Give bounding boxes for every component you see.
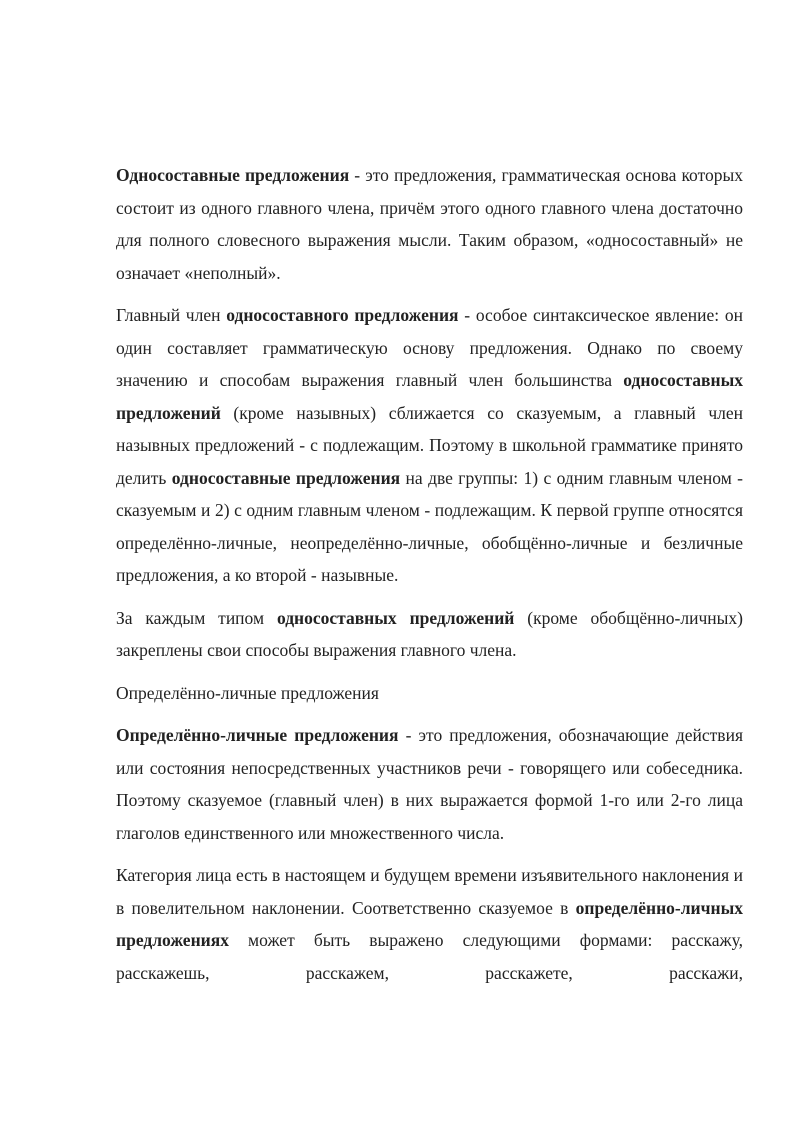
paragraph-text: - это предложения, грамматическая основа которых состоит из одного главного члена, причём этого одного главного члена достаточно для полного словесного выражения мысли. Таким образом, «односоставный» не означает «неполный». <box>116 165 743 283</box>
term-bold: односоставного предложения <box>226 305 459 325</box>
paragraph-text: может быть выражено следующими формами: расскажу, расскажешь, расскажем, расскажете, расскажи, <box>116 930 743 983</box>
paragraph-text: - особое синтаксическое явление: он один составляет грамматическую основу предложения. Однако по своему значению и способам выражения главный член большинства <box>116 305 743 390</box>
section-heading-text: Определённо-личные предложения <box>116 682 379 703</box>
paragraph-main-member <box>116 299 743 592</box>
document-body <box>116 159 743 999</box>
paragraph-person-category <box>116 859 743 989</box>
term-bold: односоставных предложений <box>116 370 743 423</box>
term-bold: односоставные предложения <box>171 467 401 488</box>
paragraph-expression-methods <box>116 602 743 667</box>
paragraph-text: на две группы: 1) с одним главным членом - сказуемым и 2) с одним главным членом - подлежащим. К первой группе относятся определённо-личные, неопределённо-личные, обобщённо-личные и безличные предложения, а ко второй - назывные. <box>116 467 744 585</box>
term-bold: Односоставные предложения <box>116 165 350 185</box>
term-bold: односоставных предложений <box>276 607 515 628</box>
paragraph-text: (кроме обобщённо-личных) закреплены свои способы выражения главного члена. <box>116 607 743 660</box>
paragraph-definite-personal <box>116 719 743 849</box>
term-bold: Определённо-личные предложения <box>116 725 399 745</box>
paragraph-text: Главный член <box>116 305 227 325</box>
section-heading <box>116 677 743 710</box>
term-bold: определённо-личных предложениях <box>116 897 743 950</box>
paragraph-text: - это предложения, обозначающие действия или состояния непосредственных участников речи - говорящего или собеседника. Поэтому сказуемое (главный член) в них выражается формой 1-го или 2-го лица глаголов единственного или множественного числа. <box>116 725 743 843</box>
paragraph-definition <box>116 159 743 289</box>
paragraph-text: (кроме назывных) сближается со сказуемым, а главный член назывных предложений - с подлежащим. Поэтому в школьной грамматике принято делить <box>116 402 743 488</box>
paragraph-text: За каждым типом <box>116 607 277 628</box>
paragraph-text: Категория лица есть в настоящем и будущем времени изъявительного наклонения и в повелительном наклонении. Соответственно сказуемое в <box>116 865 743 918</box>
